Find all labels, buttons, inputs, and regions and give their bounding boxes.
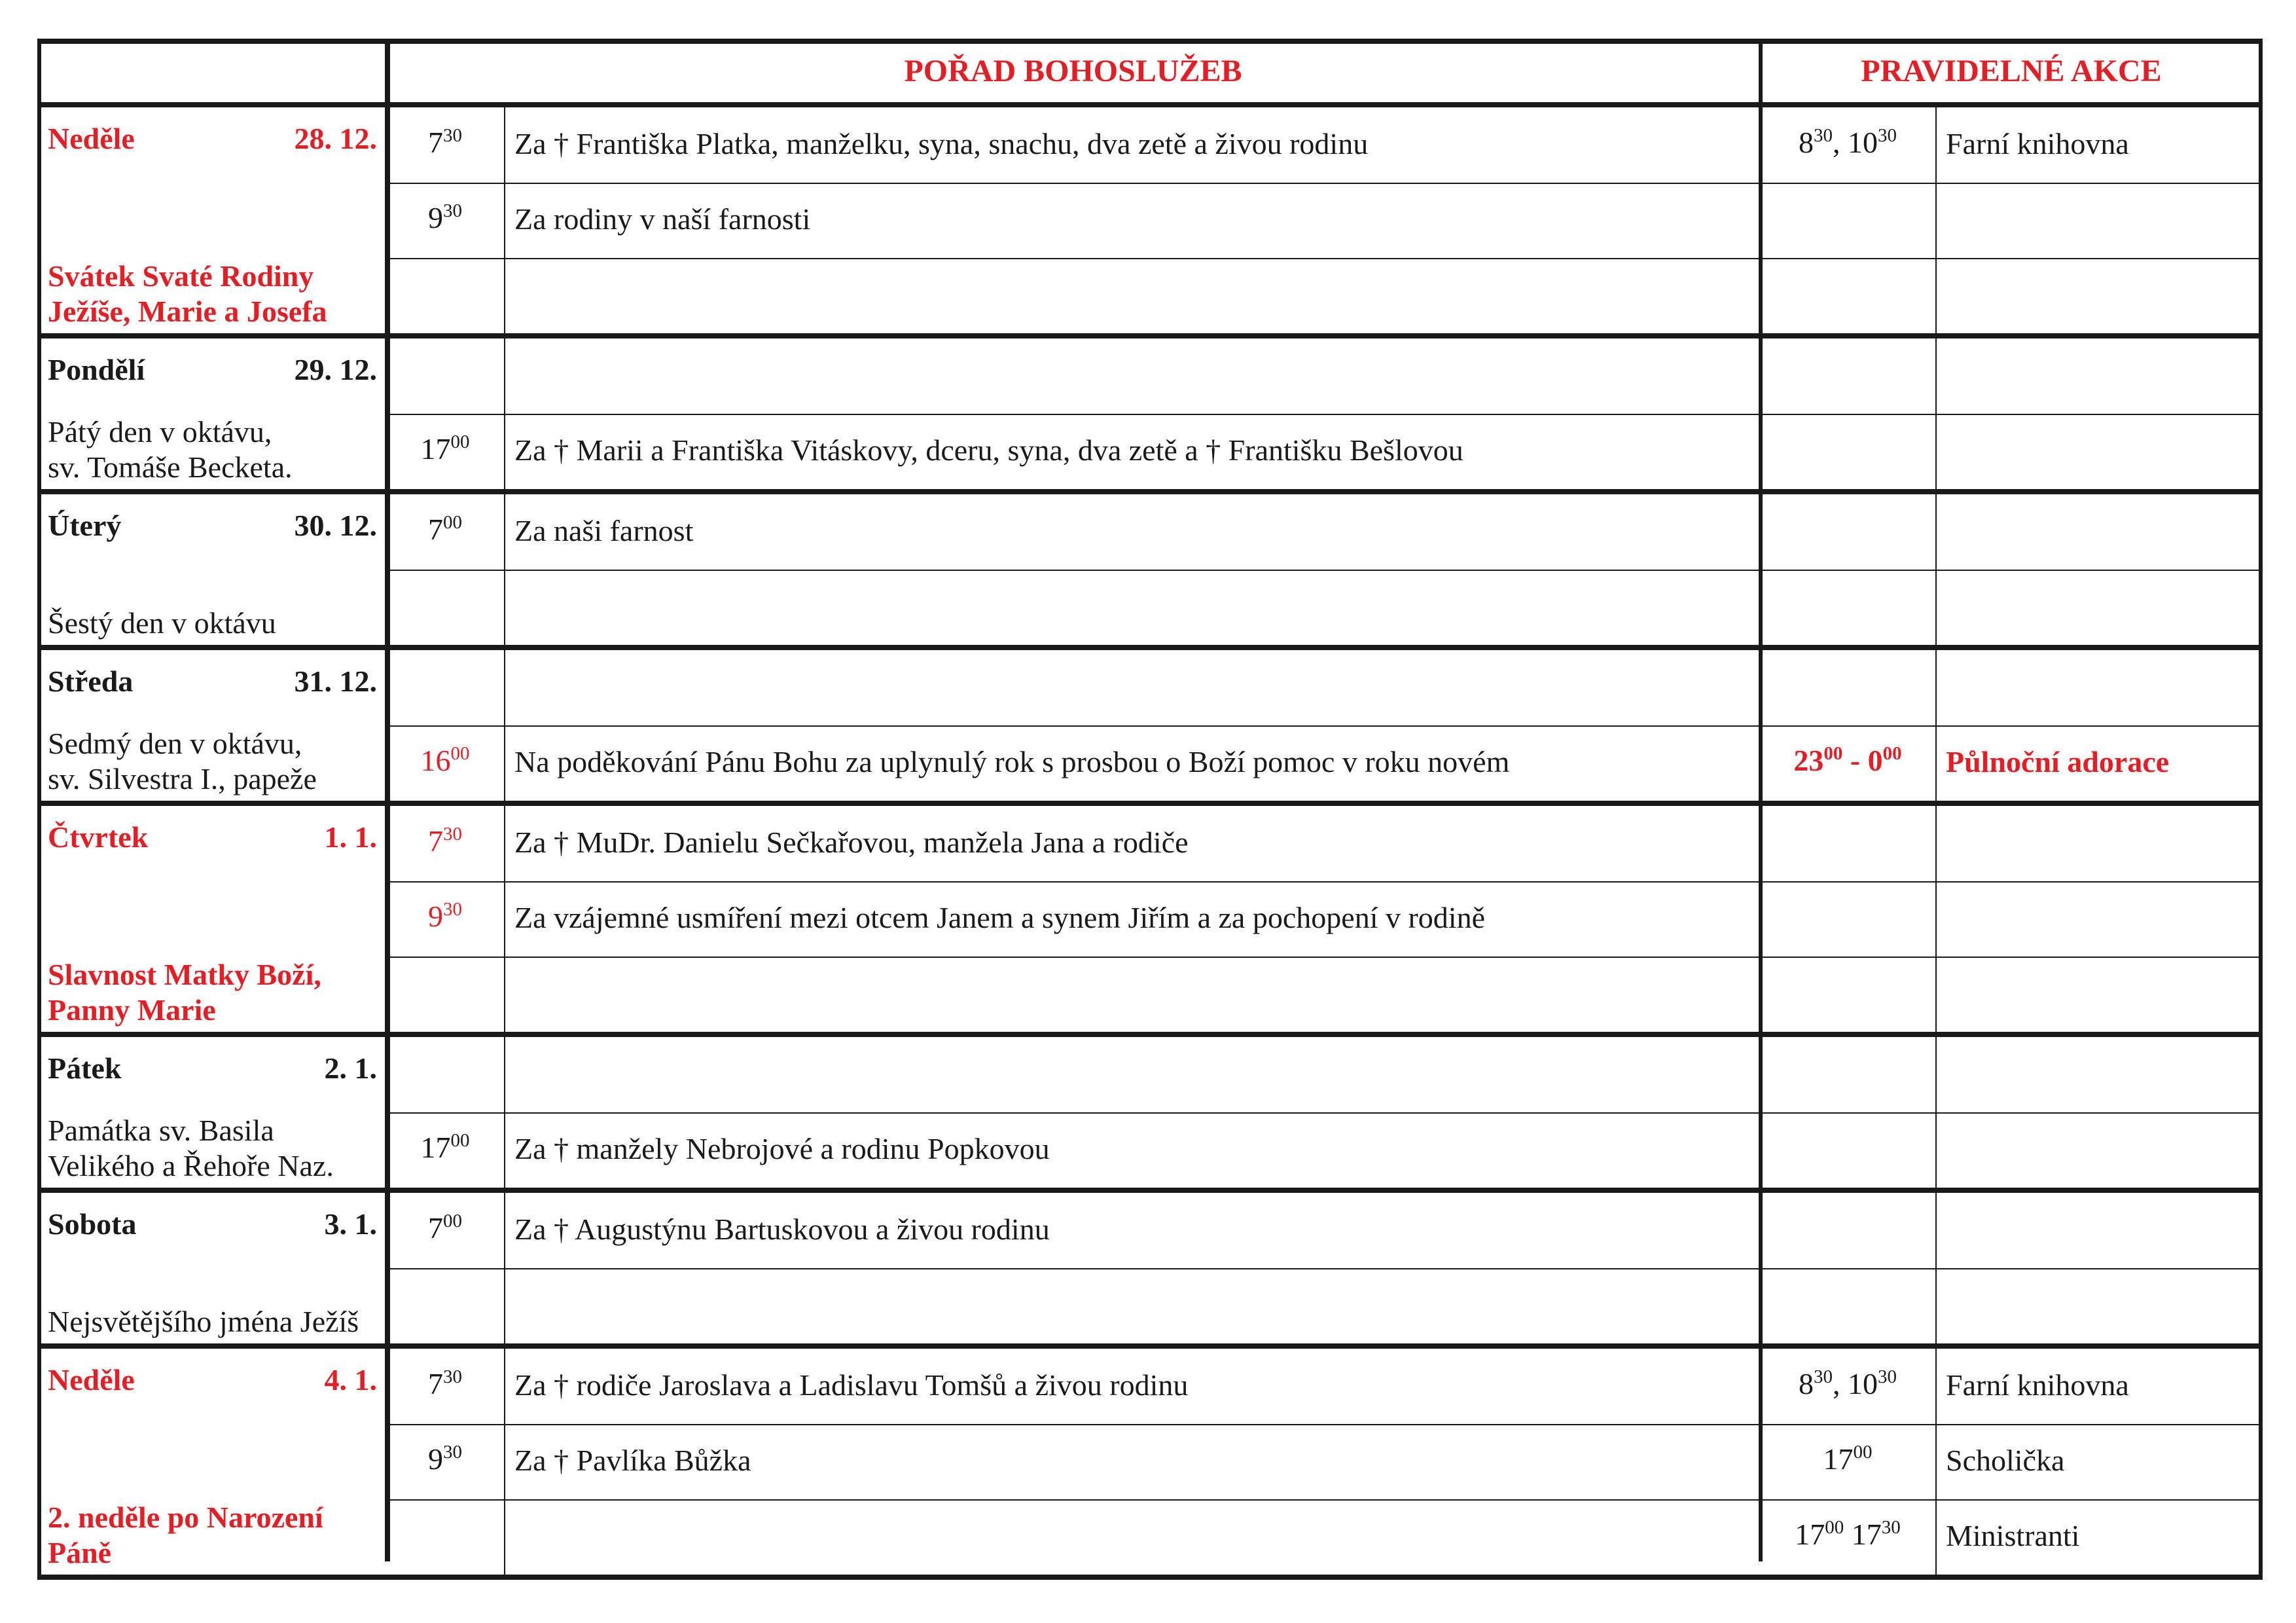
mass-time <box>386 587 504 626</box>
mass-time <box>386 200 504 239</box>
table-border-top <box>37 39 2263 44</box>
day-date: 2. 1. <box>324 1051 377 1085</box>
day-heading <box>48 1362 377 1401</box>
day-divider <box>37 1032 2263 1037</box>
event-time-value: $17^{00}$ <box>1823 1442 1873 1476</box>
day-date: 28. 12. <box>294 122 377 155</box>
event-name <box>1946 513 2253 552</box>
mass-intention <box>514 975 1751 1014</box>
event-time <box>1760 1366 1935 1405</box>
mass-time-value: $17^{00}$ <box>420 431 470 465</box>
day-note <box>48 1500 377 1571</box>
intention-column-line <box>504 650 505 801</box>
mass-time-value: $9^{30}$ <box>428 1442 462 1476</box>
day-note-line: Památka sv. Basila <box>48 1114 274 1147</box>
mass-intention: Za † MuDr. Danielu Sečkařovou, manžela Jana a rodiče <box>514 826 1189 859</box>
mass-time-value: $7^{30}$ <box>428 125 462 159</box>
event-time <box>1760 742 1935 782</box>
event-name-column-line <box>1935 338 1937 489</box>
mass-time <box>386 974 504 1013</box>
day-name: Neděle <box>48 122 135 155</box>
day-divider <box>37 489 2263 494</box>
event-name: Ministranti <box>1946 1519 2080 1552</box>
mass-time <box>386 1366 504 1405</box>
day-name: Neděle <box>48 1363 135 1396</box>
event-name <box>1946 900 2253 939</box>
mass-time <box>386 823 504 862</box>
event-time <box>1760 823 1935 862</box>
event-time <box>1760 1210 1935 1249</box>
mass-time <box>386 356 504 395</box>
mass-time <box>386 1285 504 1324</box>
mass-time <box>386 742 504 782</box>
day-name: Sobota <box>48 1207 137 1241</box>
mass-time <box>386 124 504 164</box>
event-time <box>1760 356 1935 395</box>
event-name-column-line <box>1935 107 1937 333</box>
event-time-value: $8^{30}$, $10^{30}$ <box>1799 125 1897 159</box>
day-note <box>48 726 377 797</box>
day-date: 1. 1. <box>324 820 377 854</box>
mass-time-value: $7^{30}$ <box>428 824 462 858</box>
day-note-line: Sedmý den v oktávu, <box>48 727 302 760</box>
mass-time <box>386 1210 504 1249</box>
day-date: 29. 12. <box>294 353 377 386</box>
mass-intention: Za † Augustýnu Bartuskovou a živou rodinu <box>514 1213 1050 1246</box>
day-note-line: sv. Tomáše Becketa. <box>48 450 293 484</box>
event-name <box>1946 588 2253 627</box>
event-name <box>1946 276 2253 316</box>
event-name <box>1946 1055 2253 1095</box>
event-name-column-line <box>1935 1193 1937 1343</box>
day-note-line: Páně <box>48 1536 112 1569</box>
event-time <box>1760 1285 1935 1324</box>
event-name-column-line <box>1935 806 1937 1032</box>
day-divider <box>37 1188 2263 1193</box>
event-time <box>1760 1441 1935 1480</box>
events-header: PRAVIDELNÉ AKCE <box>1861 54 2162 88</box>
day-note <box>48 1113 377 1184</box>
day-note-line: Slavnost Matky Boží, <box>48 958 321 991</box>
intention-column-line <box>504 107 505 333</box>
day-column-divider <box>385 39 390 1561</box>
row-divider <box>386 1112 2263 1114</box>
mass-intention <box>514 1286 1751 1326</box>
day-note-line: Šestý den v oktávu <box>48 606 276 640</box>
day-heading <box>48 819 377 858</box>
day-note-line: Ježíše, Marie a Josefa <box>48 295 327 328</box>
event-time <box>1760 200 1935 239</box>
mass-intention: Za † Pavlíka Bůžka <box>514 1444 751 1477</box>
event-name <box>1946 1131 2253 1170</box>
day-heading <box>48 1206 377 1245</box>
event-name: Půlnoční adorace <box>1946 745 2170 778</box>
row-divider <box>386 881 2263 883</box>
mass-time-value: $9^{30}$ <box>428 200 462 234</box>
intention-column-line <box>504 1037 505 1188</box>
mass-time-value: $16^{00}$ <box>420 743 470 777</box>
row-divider <box>386 183 2263 184</box>
day-divider <box>37 1575 2263 1580</box>
event-time <box>1760 587 1935 626</box>
event-time <box>1760 124 1935 164</box>
event-name-column-line <box>1935 1349 1937 1575</box>
mass-time-value: $7^{00}$ <box>428 1211 462 1245</box>
mass-time <box>386 1441 504 1480</box>
intention-column-line <box>504 338 505 489</box>
event-name: Farní knihovna <box>1946 127 2129 160</box>
day-date: 30. 12. <box>294 509 377 542</box>
event-time <box>1760 974 1935 1013</box>
event-name <box>1946 357 2253 396</box>
mass-time <box>386 667 504 706</box>
event-time-value: $17^{00}$ $17^{30}$ <box>1795 1517 1901 1551</box>
day-divider <box>37 333 2263 338</box>
event-name <box>1946 1211 2253 1250</box>
event-time <box>1760 511 1935 551</box>
day-divider <box>37 645 2263 650</box>
row-divider <box>386 957 2263 958</box>
day-heading <box>48 507 377 547</box>
row-divider <box>386 570 2263 571</box>
day-note-line: Svátek Svaté Rodiny <box>48 259 314 293</box>
events-column-divider <box>1759 39 1763 1561</box>
event-time-value: $8^{30}$, $10^{30}$ <box>1799 1366 1897 1400</box>
mass-intention <box>514 588 1751 627</box>
mass-time-value: $17^{00}$ <box>420 1130 470 1164</box>
mass-intention: Za † Františka Platka, manželku, syna, snachu, dva zetě a živou rodinu <box>514 127 1369 160</box>
event-time <box>1760 1054 1935 1093</box>
intention-column-line <box>504 494 505 645</box>
day-date: 4. 1. <box>324 1363 377 1396</box>
event-name-column-line <box>1935 650 1937 801</box>
event-name: Farní knihovna <box>1946 1368 2129 1402</box>
mass-intention: Za naši farnost <box>514 514 694 547</box>
day-divider <box>37 801 2263 806</box>
event-name <box>1946 1286 2253 1326</box>
event-name <box>1946 975 2253 1014</box>
event-time <box>1760 1516 1935 1556</box>
mass-intention: Za † Marii a Františka Vitáskovy, dceru, syna, dva zetě a † Františku Bešlovou <box>514 433 1463 467</box>
day-name: Pátek <box>48 1051 122 1085</box>
mass-time <box>386 1054 504 1093</box>
event-name-column-line <box>1935 1037 1937 1188</box>
day-heading <box>48 663 377 702</box>
row-divider <box>386 258 2263 259</box>
day-name: Středa <box>48 665 134 698</box>
intention-column-line <box>504 806 505 1032</box>
table-border-right <box>2259 39 2263 1580</box>
event-name <box>1946 824 2253 864</box>
mass-time <box>386 511 504 551</box>
day-date: 3. 1. <box>324 1207 377 1241</box>
mass-time <box>386 1129 504 1169</box>
mass-time <box>386 1516 504 1556</box>
event-name: Scholička <box>1946 1444 2065 1477</box>
mass-intention <box>514 1055 1751 1095</box>
row-divider <box>386 1499 2263 1501</box>
mass-intention <box>514 668 1751 708</box>
day-note-line: Nejsvětějšího jména Ježíš <box>48 1305 359 1338</box>
mass-intention: Za † manžely Nebrojové a rodinu Popkovou <box>514 1132 1050 1165</box>
row-divider <box>386 414 2263 415</box>
schedule-table <box>37 39 2263 1569</box>
day-name: Čtvrtek <box>48 820 149 854</box>
day-note <box>48 1304 377 1340</box>
services-header: POŘAD BOHOSLUŽEB <box>904 54 1242 88</box>
event-time <box>1760 1129 1935 1169</box>
event-time <box>1760 898 1935 938</box>
intention-column-line <box>504 1349 505 1575</box>
row-divider <box>386 1424 2263 1425</box>
mass-time <box>386 431 504 470</box>
day-divider <box>37 1343 2263 1349</box>
day-name: Pondělí <box>48 353 145 386</box>
mass-intention: Za † rodiče Jaroslava a Ladislavu Tomšů a živou rodinu <box>514 1368 1189 1402</box>
event-name <box>1946 668 2253 708</box>
day-note <box>48 414 377 485</box>
day-heading <box>48 1050 377 1089</box>
row-divider <box>386 1268 2263 1269</box>
table-border-left <box>37 39 41 1580</box>
day-heading <box>48 120 377 160</box>
event-name <box>1946 432 2253 471</box>
day-name: Úterý <box>48 509 122 542</box>
mass-intention <box>514 276 1751 316</box>
event-name-column-line <box>1935 494 1937 645</box>
event-time <box>1760 667 1935 706</box>
day-note-line: sv. Silvestra I., papeže <box>48 762 317 795</box>
day-note <box>48 957 377 1028</box>
mass-intention <box>514 357 1751 396</box>
day-note-line: 2. neděle po Narození <box>48 1501 323 1534</box>
day-note-line: Pátý den v oktávu, <box>48 415 272 448</box>
day-note-line: Velikého a Řehoře Naz. <box>48 1149 334 1182</box>
event-time <box>1760 431 1935 470</box>
day-heading <box>48 352 377 391</box>
mass-time <box>386 898 504 938</box>
mass-time-value: $7^{00}$ <box>428 512 462 546</box>
day-note-line: Panny Marie <box>48 993 216 1027</box>
mass-time-value: $9^{30}$ <box>428 899 462 933</box>
day-note <box>48 606 377 641</box>
event-time-value: $23^{00} - 0^{00}$ <box>1793 743 1902 777</box>
intention-column-line <box>504 1193 505 1343</box>
day-date: 31. 12. <box>294 665 377 698</box>
event-time <box>1760 275 1935 314</box>
day-note <box>48 259 377 329</box>
header-divider <box>37 102 2263 107</box>
mass-intention: Na poděkování Pánu Bohu za uplynulý rok s prosbou o Boží pomoc v roku novém <box>514 745 1510 778</box>
mass-intention: Za vzájemné usmíření mezi otcem Janem a synem Jiřím a za pochopení v rodině <box>514 901 1485 934</box>
mass-time <box>386 275 504 314</box>
mass-time-value: $7^{30}$ <box>428 1366 462 1400</box>
event-name <box>1946 201 2253 240</box>
mass-intention: Za rodiny v naší farnosti <box>514 202 811 236</box>
row-divider <box>386 725 2263 727</box>
mass-intention <box>514 1518 1751 1557</box>
